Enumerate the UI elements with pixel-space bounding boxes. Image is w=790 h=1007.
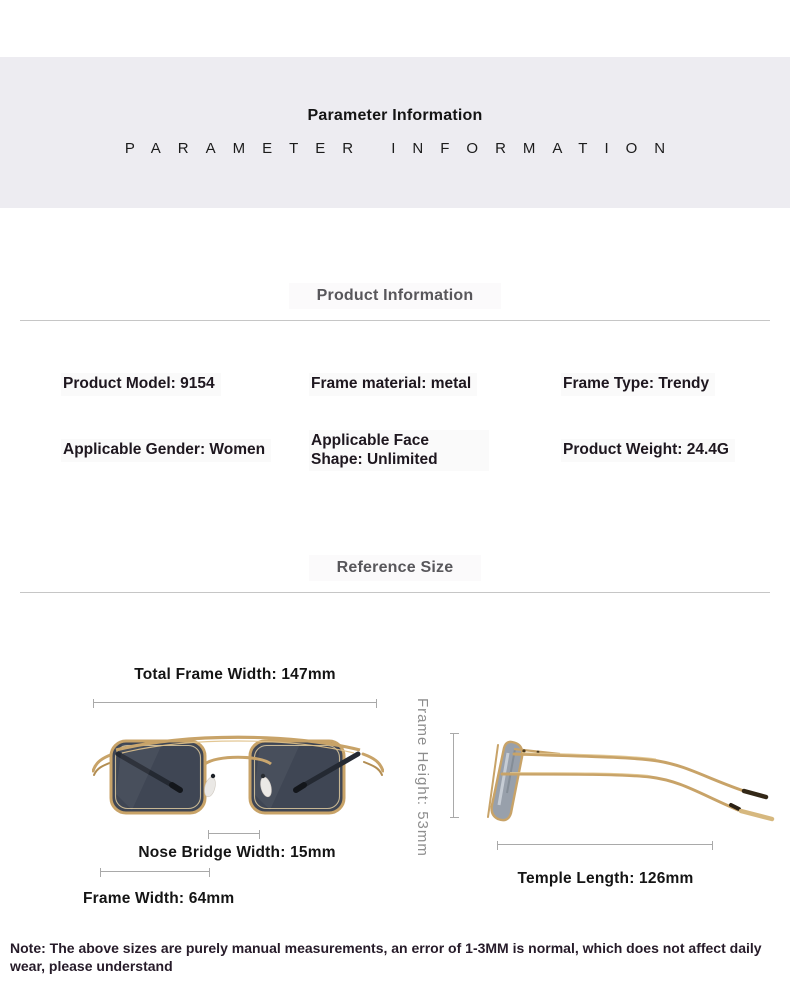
reference-size-divider (20, 592, 770, 593)
frame-width-label: Frame Width: 64mm (83, 890, 235, 907)
temple-length-label: Temple Length: 126mm (517, 870, 694, 887)
total-frame-width-label: Total Frame Width: 147mm (134, 666, 336, 683)
nose-bridge-measure-line (208, 833, 260, 834)
applicable-face-shape-field: Applicable Face Shape: Unlimited (309, 430, 489, 471)
reference-size-section-title: Reference Size (309, 555, 482, 581)
parameter-banner-title: Parameter Information (307, 107, 483, 124)
frame-material-field: Frame material: metal (309, 373, 477, 396)
sunglasses-front-view-image (92, 724, 384, 832)
sunglasses-side-view-image (452, 733, 787, 828)
product-model-field: Product Model: 9154 (61, 373, 221, 396)
frame-width-measure-line (100, 871, 210, 872)
product-info-heading-row (0, 283, 790, 309)
parameter-banner-subtitle: PARAMETER INFORMATION (124, 140, 683, 157)
parameter-banner (0, 57, 790, 208)
product-weight-field: Product Weight: 24.4G (561, 439, 735, 462)
temple-length-measure-line (497, 844, 713, 845)
total-frame-width-measure-line (93, 702, 377, 703)
product-info-section-title: Product Information (289, 283, 502, 309)
applicable-gender-field: Applicable Gender: Women (61, 439, 271, 462)
product-info-divider (20, 320, 770, 321)
measurement-note: Note: The above sizes are purely manual measurements, an error of 1-3MM is normal, which does not affect daily wear, please understand (10, 940, 762, 974)
frame-height-label: Frame Height: 53mm (414, 698, 431, 857)
frame-type-field: Frame Type: Trendy (561, 373, 715, 396)
nose-bridge-width-label: Nose Bridge Width: 15mm (138, 844, 336, 861)
reference-size-heading-row (0, 555, 790, 581)
